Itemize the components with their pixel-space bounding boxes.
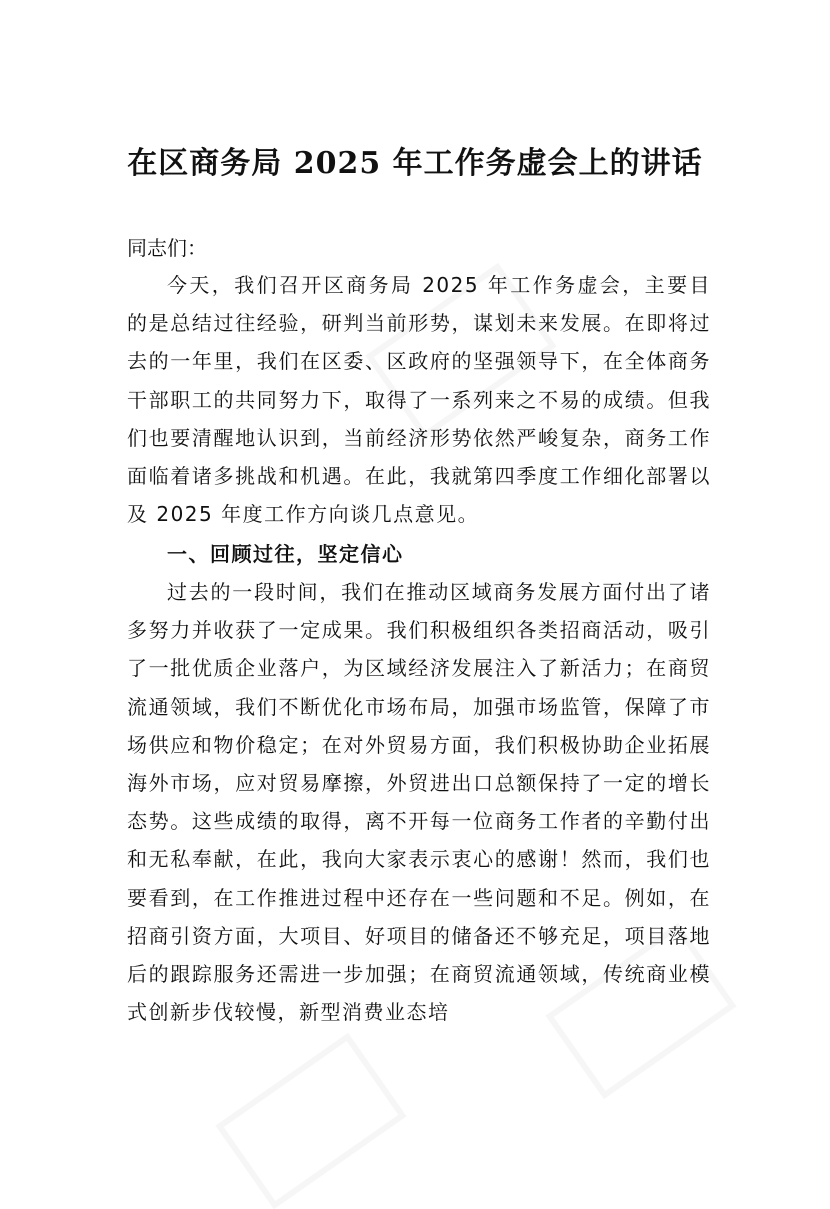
section-heading: 一、回顾过往，坚定信心: [167, 542, 404, 566]
paragraph: 今天，我们召开区商务局 2025 年工作务虚会，主要目的是总结过往经验，研判当前形势，谋划未来发展。在即将过去的一年里，我们在区委、区政府的坚强领导下，在全体商务干部职工的共同努力下，取得了一系列来之不易的成绩。但我们也要清醒地认识到，当前经济形势依然严峻复杂，商务工作面临着诸多挑战和机遇。在此，我就第四季度工作细化部署以及 2025 年度工作方向谈几点意见。: [127, 273, 711, 527]
document-title: 在区商务局 2025 年工作务虚会上的讲话: [127, 146, 703, 181]
paragraph: 过去的一段时间，我们在推动区域商务发展方面付出了诸多努力并收获了一定成果。我们积极组织各类招商活动，吸引了一批优质企业落户，为区域经济发展注入了新活力；在商贸流通领域，我们不断优化市场布局，加强市场监管，保障了市场供应和物价稳定；在对外贸易方面，我们积极协助企业拓展海外市场，应对贸易摩擦，外贸进出口总额保持了一定的增长态势。这些成绩的取得，离不开每一位商务工作者的辛勤付出和无私奉献，在此，我向大家表示衷心的感谢！然而，我们也要看到，在工作推进过程中还存在一些问题和不足。例如，在招商引资方面，大项目、好项目的储备还不够充足，项目落地后的跟踪服务还需进一步加强；在商贸流通领域，传统商业模式创新步伐较慢，新型消费业态培: [127, 580, 711, 1025]
greeting: 同志们：: [127, 236, 207, 260]
watermark: [215, 1033, 406, 1209]
